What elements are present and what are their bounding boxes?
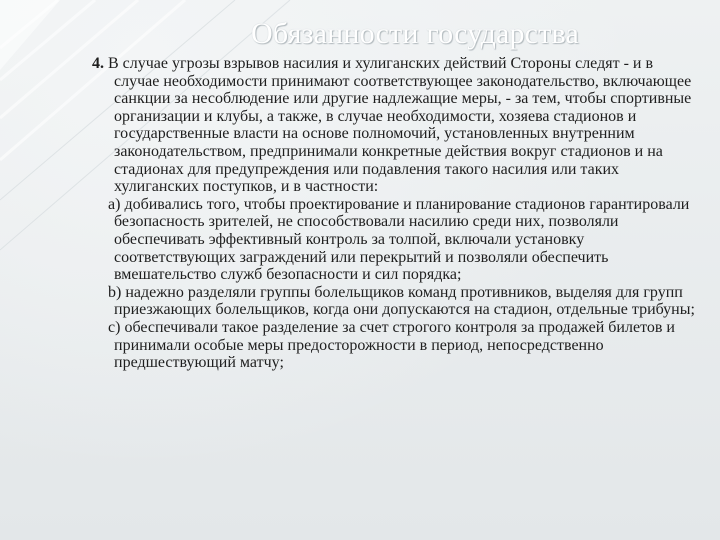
item-number: 4.	[92, 55, 104, 72]
paragraph-text: В случае угрозы взрывов насилия и хулиганских действий Стороны следят - и в случае необходимости принимают соответствующее законодательство, включающее санкции за несоблюдение или другие надлежащие меры, - за тем, чтобы спортивные организации и клубы, а также, в случае необходимости, хозяева стадионов и государственные власти на основе полномочий, установленных внутренним законодательством, предпринимали конкретные действия вокруг стадионов и на стадионах для предупреждения или подавления такого насилия или таких хулиганских поступков, и в частности:	[108, 55, 692, 196]
subitem-letter: с)	[108, 318, 121, 336]
subitem-letter: b)	[108, 283, 122, 301]
slide-title: Обязанности государства	[250, 17, 579, 50]
subitem-text: добивались того, чтобы проектирование и планирование стадионов гарантировали безопасность зрителей, не способствовали насилию среди них, позволяли обеспечивать эффективный контроль за толпой, включали установку соответствующих заграждений или перекрытий и позволяли обеспечить вмешательство служб безопасности и сил порядка;	[114, 195, 690, 284]
subitem-letter: а)	[108, 195, 121, 213]
subitem-text: обеспечивали такое разделение за счет строгого контроля за продажей билетов и принимали особые меры предосторожности в период, непосредственно предшествующий матчу;	[114, 318, 675, 372]
subitem-b	[92, 284, 702, 319]
subitem-a	[92, 196, 702, 284]
subitem-text: надежно разделяли группы болельщиков команд противников, выделяя для групп приезжающих болельщиков, когда они допускаются на стадион, отдельные трибуны;	[114, 283, 695, 319]
subitem-c	[92, 319, 702, 372]
slide-body	[92, 55, 702, 372]
paragraph-4	[92, 55, 702, 196]
